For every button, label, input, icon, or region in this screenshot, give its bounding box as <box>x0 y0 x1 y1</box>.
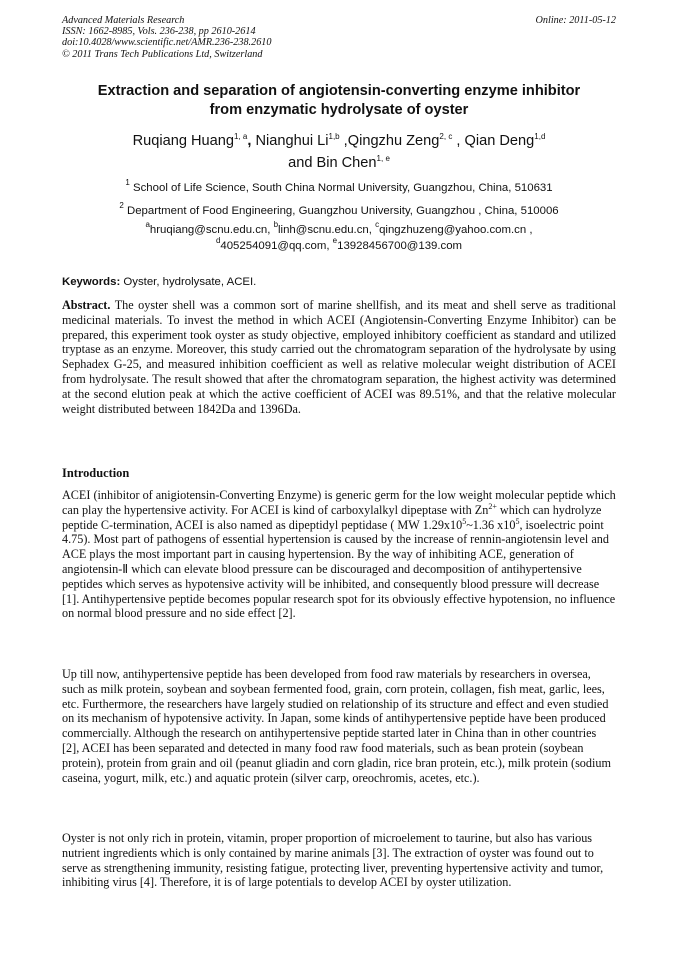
abstract-label: Abstract. <box>62 298 111 312</box>
paper-title <box>40 82 638 119</box>
affiliation-1 <box>40 178 638 195</box>
email-a[interactable]: hruqiang@scnu.edu.cn, <box>149 224 274 236</box>
author-affil-mark: 1, e <box>376 154 390 163</box>
affiliation-number: 2 <box>119 201 124 210</box>
abstract <box>62 298 616 416</box>
author-affil-mark: 1,b <box>328 132 340 141</box>
author-separator: , <box>452 133 465 149</box>
author-name: Ruqiang Huang <box>132 133 235 149</box>
author-affil-mark: 1, a <box>234 132 248 141</box>
email-mark: e <box>332 235 338 245</box>
email-line-1 <box>40 220 638 239</box>
keywords-text: Oyster, hydrolysate, ACEI. <box>120 276 257 288</box>
author-affil-mark: 1,d <box>534 132 546 141</box>
author-conjunction: and <box>288 155 317 171</box>
email-mark: b <box>273 220 279 229</box>
affiliation-text: School of Life Science, South China Normal University, Guangzhou, China, 510631 <box>133 182 553 194</box>
copyright-line: © 2011 Trans Tech Publications Ltd, Switzerland <box>62 48 263 60</box>
superscript: 2+ <box>488 501 497 511</box>
journal-name: Advanced Materials Research <box>62 15 185 26</box>
online-date: Online: 2011-05-12 <box>535 15 616 26</box>
paragraph-text: , isoelectric point 4.75). Most part of pathogens of essential hypertension is caused by the increase of rennin-angiotensin level and ACE plays the most important part in causing hypertension. By the way of inhibiting ACE, generation of angiotensin-Ⅱ which can elevate blood pressure can be discouraged and decomposition of antihypertensive peptides which serves as hypotensive activity will be inhibited, and consequently blood pressure will decrease [1]. Antihypertensive peptide becomes popular research spot for its obviously effective hypotension, no influence on normal blood pressure and no side effect [2]. <box>62 517 616 621</box>
author-name: Bin Chen <box>316 155 377 171</box>
author-emails <box>40 220 638 254</box>
author-separator: , <box>339 133 348 149</box>
email-mark: a <box>145 220 150 229</box>
email-mark: d <box>215 235 221 245</box>
author-list <box>40 130 638 174</box>
intro-paragraph-3: Oyster is not only rich in protein, vitamin, proper proportion of microelement to taurine, but also has various nutrient ingredients which is only contained by marine animals [3]. The extraction of oyster was found out to serve as strengthening immunity, resisting fatigue, protecting liver, preventing hypertensive activity and tumor, inhibiting virus [4]. Therefore, it is of large potentials to develop ACEI by oyster utilization. <box>62 831 604 890</box>
email-mark: c <box>375 220 380 229</box>
email-b[interactable]: linh@scnu.edu.cn, <box>278 224 376 236</box>
affiliation-2 <box>40 201 638 218</box>
author-affil-mark: 2, c <box>439 132 453 141</box>
author-name: Qian Deng <box>464 133 535 149</box>
title-line-1: Extraction and separation of angiotensin-converting enzyme inhibitor <box>97 83 581 99</box>
superscript: 5 <box>515 516 520 526</box>
keywords-label: Keywords: <box>62 276 121 288</box>
doi-line[interactable]: doi:10.4028/www.scientific.net/AMR.236-238.2610 <box>62 37 272 49</box>
introduction-heading: Introduction <box>62 466 130 480</box>
email-c[interactable]: qingzhuzeng@yahoo.com.cn , <box>379 224 533 236</box>
paragraph-text: ACEI (inhibitor of anigiotensin-Converting Enzyme) is generic germ for the low weight molecular peptide which can play the hypertensive activity. For ACEI is kind of carboxylalkyl dipeptase with Zn <box>62 488 616 517</box>
superscript: 5 <box>462 516 467 526</box>
author-name: Qingzhu Zeng <box>347 133 440 149</box>
abstract-text: The oyster shell was a common sort of marine shellfish, and its meat and shell serve as traditional medicinal materials. To invest the method in which ACEI (Angiotensin-Converting Enzyme Inhibitor) can be prepared, this experiment took oyster as study objective, employed inhibitory coefficient as standard and utilized tryptase as an enzyme. Moreover, this study carried out the chromatogram separation of the hydrolysate by using Sephadex G-25, and measured inhibition coefficient as well as relative molecular weight distribution of ACEI from hydrolysate. The result showed that after the chromatogram separation, the highest activity was determined at the second elution peak at which the active coefficient of ACEI was 89.51%, and that the relative molecular weight distributed between 1842Da and 1396Da. <box>62 298 616 416</box>
affiliation-number: 1 <box>125 178 130 187</box>
affiliation-text: Department of Food Engineering, Guangzhou University, Guangzhou , China, 510006 <box>126 205 559 217</box>
issn-line: ISSN: 1662-8985, Vols. 236-238, pp 2610-2614 <box>62 26 256 38</box>
author-name: Nianghui Li <box>255 133 329 149</box>
keywords <box>62 276 616 288</box>
journal-header <box>62 15 616 60</box>
email-e[interactable]: 13928456700@139.com <box>337 239 463 252</box>
title-line-2: from enzymatic hydrolysate of oyster <box>209 101 469 118</box>
intro-paragraph-1 <box>62 488 616 621</box>
intro-paragraph-2: Up till now, antihypertensive peptide has been developed from food raw materials by researchers in oversea, such as milk protein, soybean and soybean fermented food, grain, corn protein, collagen, fish meat, garlic, lees, etc. Furthermore, the researchers have largely studied on relationship of its structure and effect and even studied on its mechanism of hypotensive activity. In Japan, some kinds of antihypertensive peptide have been produced commercially. Although the research on antihypertensive peptide started later in China than in other countries [2], ACEI has been separated and detected in many food raw food materials, such as bean protein (soybean protein), protein from grain and oil (peanut gliadin and corn gladin, rice bran protein, etc.), milk protein (sodium caseina, yogurt, milk, etc.) and aquatic protein (silver carp, oreochromis, acetes, etc.). <box>62 667 611 785</box>
email-line-2 <box>40 235 638 255</box>
email-d[interactable]: 405254091@qq.com, <box>220 239 333 252</box>
paragraph-text: ~1.36 x10 <box>466 517 516 532</box>
author-separator: , <box>247 133 256 149</box>
author-line-1 <box>40 130 638 152</box>
author-line-2 <box>40 152 638 174</box>
paragraph-text: which can hydrolyze peptide C-termination, ACEI is also named as dipeptidyl peptidase ( MW 1.29x10 <box>62 502 602 532</box>
